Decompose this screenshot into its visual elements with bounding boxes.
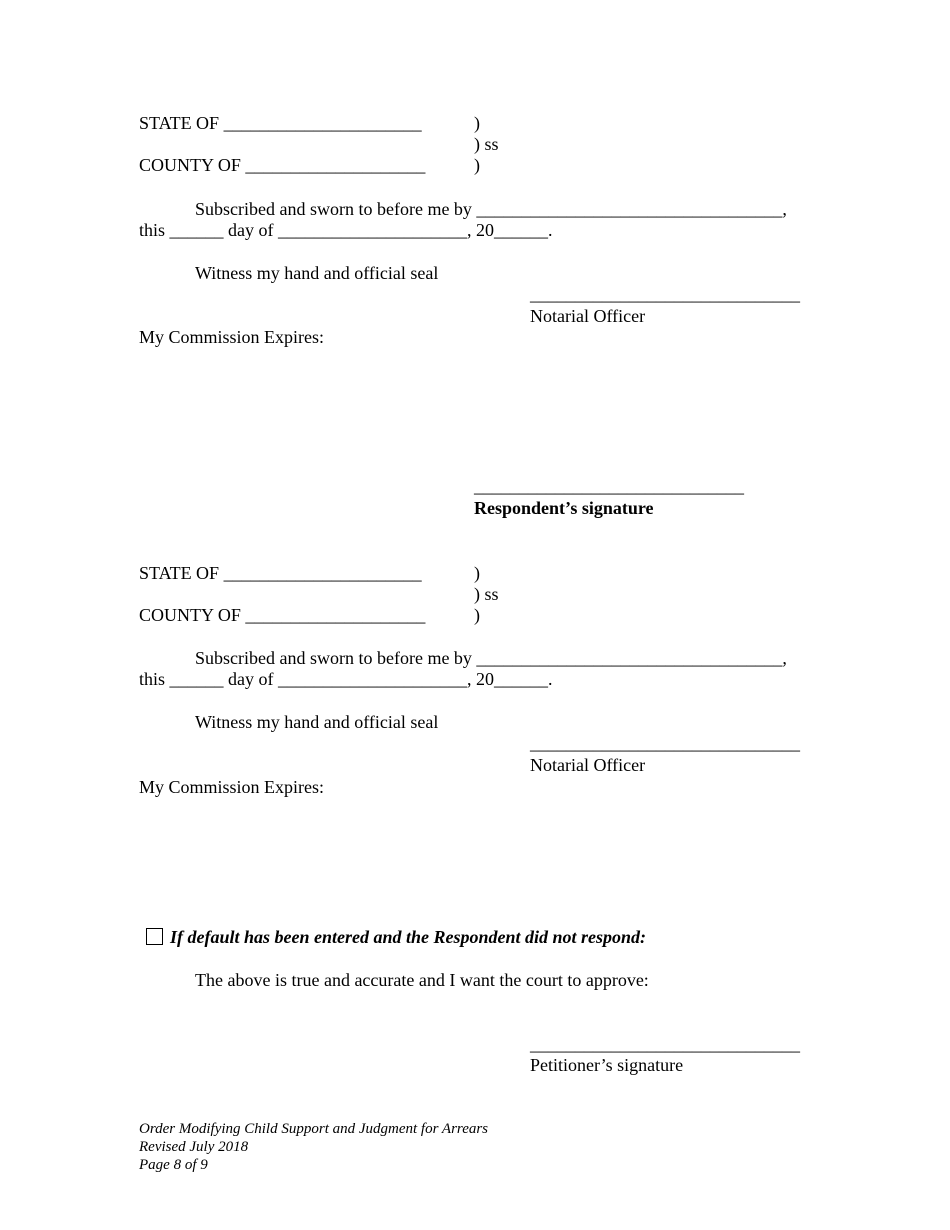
commission-expires-label-1: My Commission Expires: [139,327,325,347]
subscribed-sworn-line-2[interactable]: Subscribed and sworn to before me by __________________________________, [195,648,787,668]
paren-ss-2: ) ss [474,584,499,604]
paren-bottom-1: ) [474,155,480,175]
date-line-1[interactable]: this ______ day of _____________________, 20______. [139,220,553,240]
commission-expires-label-2: My Commission Expires: [139,777,325,797]
paren-top-1: ) [474,113,480,133]
notary-signature-line-2[interactable]: ______________________________ [530,733,800,753]
county-of-line-1[interactable]: COUNTY OF ____________________ [139,155,426,175]
default-statement: The above is true and accurate and I want the court to approve: [195,970,649,990]
notary-signature-line-1[interactable]: ______________________________ [530,284,800,304]
paren-bottom-2: ) [474,605,480,625]
paren-ss-1: ) ss [474,134,499,154]
subscribed-sworn-line-1[interactable]: Subscribed and sworn to before me by __________________________________, [195,199,787,219]
paren-top-2: ) [474,563,480,583]
petitioner-signature-line[interactable]: ______________________________ [530,1034,800,1054]
state-of-line-2[interactable]: STATE OF ______________________ [139,563,422,583]
date-line-2[interactable]: this ______ day of _____________________, 20______. [139,669,553,689]
respondent-signature-label: Respondent’s signature [474,498,654,518]
witness-text-1: Witness my hand and official seal [195,263,439,283]
footer-page-number: Page 8 of 9 [139,1157,208,1173]
county-of-line-2[interactable]: COUNTY OF ____________________ [139,605,426,625]
state-of-line-1[interactable]: STATE OF ______________________ [139,113,422,133]
notarial-officer-label-1: Notarial Officer [530,306,646,326]
witness-text-2: Witness my hand and official seal [195,712,439,732]
petitioner-signature-label: Petitioner’s signature [530,1055,684,1075]
default-section-heading: If default has been entered and the Respondent did not respond: [170,927,647,947]
footer-revised-date: Revised July 2018 [139,1139,249,1155]
footer-form-title: Order Modifying Child Support and Judgment for Arrears [139,1121,489,1137]
default-entered-checkbox[interactable] [146,928,163,945]
notarial-officer-label-2: Notarial Officer [530,755,646,775]
respondent-signature-line[interactable]: ______________________________ [474,476,744,496]
